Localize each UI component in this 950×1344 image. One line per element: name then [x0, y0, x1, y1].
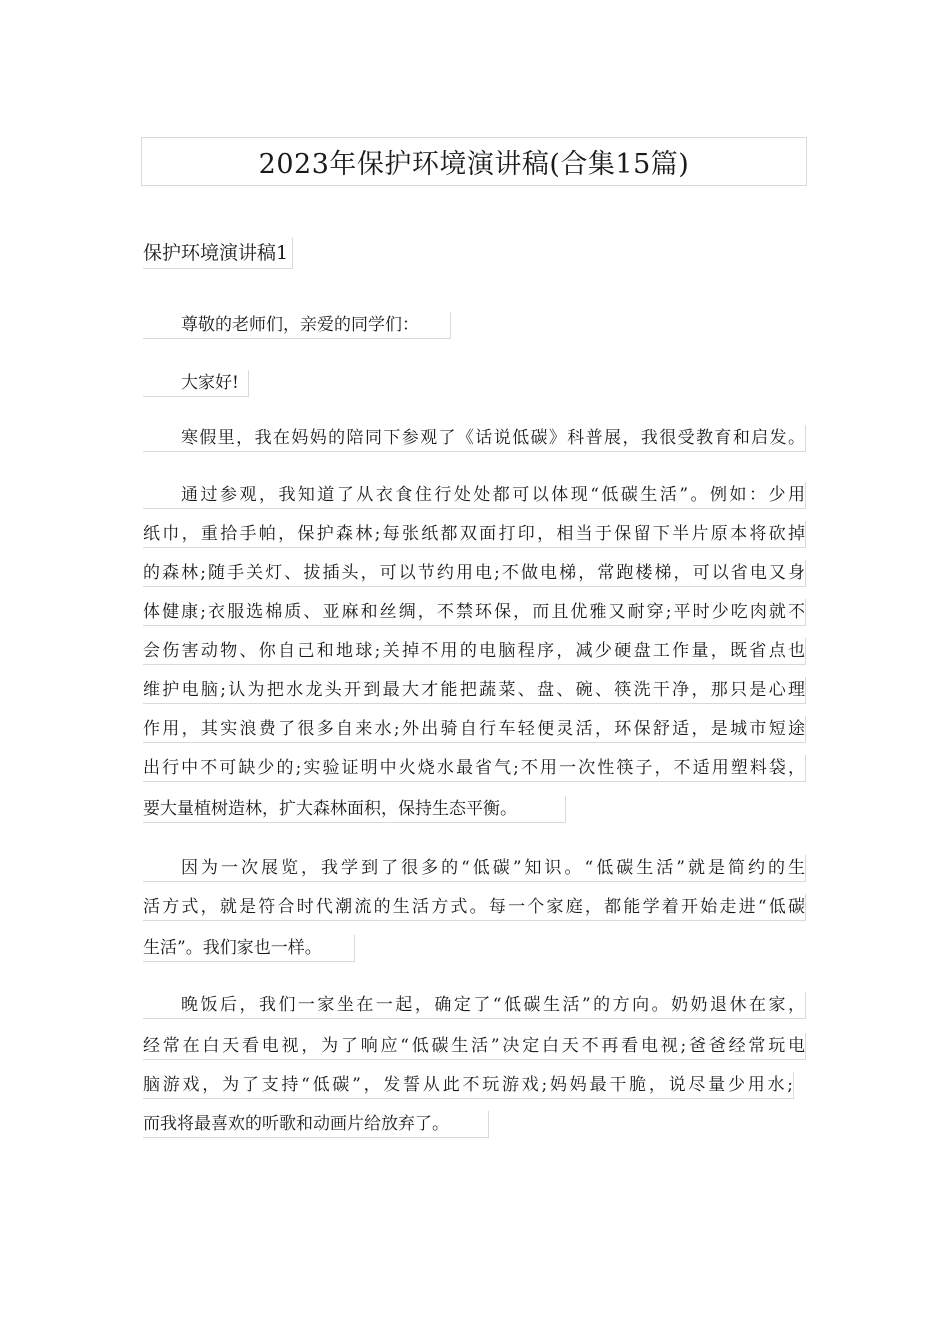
paragraph-2-line: 体健康;衣服选棉质、亚麻和丝绸，不禁环保，而且优雅又耐穿;平时少吃肉就不 — [143, 599, 806, 626]
document-title: 2023年保护环境演讲稿(合集15篇) — [258, 149, 690, 180]
paragraph-4-line: 脑游戏，为了支持“低碳”，发誓从此不玩游戏;妈妈最干脆，说尽量少用水; — [143, 1072, 794, 1099]
paragraph-2-line: 出行中不可缺少的;实验证明中火烧水最省气;不用一次性筷子，不适用塑料袋， — [143, 755, 806, 782]
paragraph-4-line: 而我将最喜欢的听歌和动画片给放弃了。 — [143, 1111, 489, 1138]
paragraph-2-line: 纸巾，重拾手帕，保护森林;每张纸都双面打印，相当于保留下半片原本将砍掉 — [143, 521, 806, 548]
section-heading: 保护环境演讲稿1 — [143, 238, 293, 269]
paragraph-2-line: 通过参观，我知道了从衣食住行处处都可以体现“低碳生活”。例如：少用 — [143, 482, 806, 509]
paragraph-2-line: 要大量植树造林，扩大森林面积，保持生态平衡。 — [143, 796, 566, 823]
paragraph-2-line: 作用，其实浪费了很多自来水;外出骑自行车轻便灵活，环保舒适，是城市短途 — [143, 716, 806, 743]
paragraph-2-line: 维护电脑;认为把水龙头开到最大才能把蔬菜、盘、碗、筷洗干净，那只是心理 — [143, 677, 806, 704]
paragraph-2-line: 会伤害动物、你自己和地球;关掉不用的电脑程序，减少硬盘工作量，既省点也 — [143, 638, 806, 665]
paragraph-3-line: 生活”。我们家也一样。 — [143, 935, 355, 962]
paragraph-2-line: 的森林;随手关灯、拔插头，可以节约用电;不做电梯，常跑楼梯，可以省电又身 — [143, 560, 806, 587]
paragraph-4-line: 经常在白天看电视，为了响应“低碳生活”决定白天不再看电视;爸爸经常玩电 — [143, 1033, 806, 1060]
paragraph-3-line: 因为一次展览，我学到了很多的“低碳”知识。“低碳生活”就是简约的生 — [143, 855, 806, 882]
paragraph-4-line: 晚饭后，我们一家坐在一起，确定了“低碳生活”的方向。奶奶退休在家， — [143, 992, 806, 1019]
greeting-line: 尊敬的老师们，亲爱的同学们： — [143, 312, 451, 339]
paragraph-1: 寒假里，我在妈妈的陪同下参观了《话说低碳》科普展，我很受教育和启发。 — [143, 425, 806, 452]
paragraph-3-line: 活方式，就是符合时代潮流的生活方式。每一个家庭，都能学着开始走进“低碳 — [143, 894, 806, 921]
title-box — [141, 137, 807, 186]
hello-line: 大家好! — [143, 370, 249, 397]
